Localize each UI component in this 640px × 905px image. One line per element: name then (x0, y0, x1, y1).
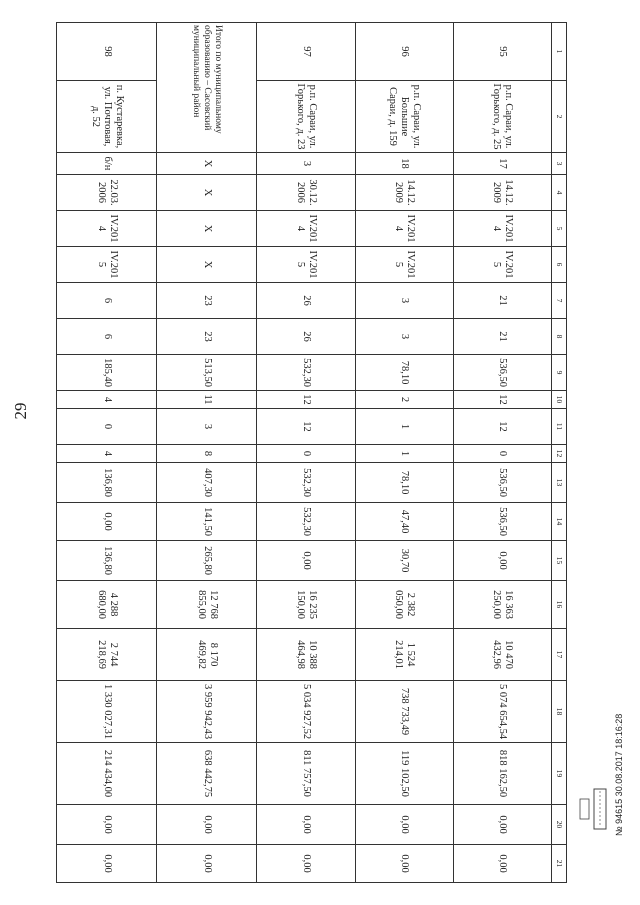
table-cell: 26 (257, 283, 355, 319)
column-index-cell: 15 (551, 541, 566, 581)
table-cell: 0 (453, 445, 551, 463)
table-row (355, 23, 453, 883)
table-cell: 214 434,00 (57, 743, 157, 805)
table-cell: IV.2015 (355, 247, 453, 283)
table-cell: 8 (157, 445, 257, 463)
table-cell: 12 768 855,00 (157, 581, 257, 629)
table-row (257, 23, 355, 883)
table-cell: 536,50 (453, 355, 551, 391)
table-cell: 1 524 214,01 (355, 629, 453, 681)
table-cell: 12 (257, 391, 355, 409)
registration-number: № 94615 30.08.2017 18:16:28 (614, 713, 624, 836)
column-index-cell: 12 (551, 445, 566, 463)
table-cell: 1 (355, 409, 453, 445)
rotated-table-area (56, 22, 567, 873)
stamp-icon (566, 787, 616, 831)
table-cell: 95 (453, 23, 551, 81)
table-cell: 10 470 432,96 (453, 629, 551, 681)
table-cell: Итого по муниципальному образованию – Сасовский муниципальный район (157, 23, 257, 153)
page-number: 29 (11, 402, 30, 420)
table-cell: 21 (453, 283, 551, 319)
table-cell: 0 (257, 445, 355, 463)
table-cell: 1 (355, 445, 453, 463)
table-cell: р.п. Сараи, ул. Большие Сараи, д. 159 (355, 81, 453, 153)
table-cell: 14.12.2009 (355, 175, 453, 211)
table-cell: 18 (355, 153, 453, 175)
column-index-cell: 18 (551, 681, 566, 743)
column-index-row (551, 23, 566, 883)
table-cell: 638 442,75 (157, 743, 257, 805)
table-cell: 10 388 464,98 (257, 629, 355, 681)
table-cell: 811 757,50 (257, 743, 355, 805)
table-cell: 97 (257, 23, 355, 81)
table-cell: 14.12.2009 (453, 175, 551, 211)
table-row (453, 23, 551, 883)
table-cell: IV.2014 (453, 211, 551, 247)
table-cell: 0,00 (57, 845, 157, 883)
column-index-cell: 5 (551, 211, 566, 247)
table-cell: 96 (355, 23, 453, 81)
table-cell: 4 (57, 391, 157, 409)
table-cell: IV.2015 (453, 247, 551, 283)
table-cell: 0,00 (57, 805, 157, 845)
table-cell: IV.2014 (355, 211, 453, 247)
table-cell: 30.12.2006 (257, 175, 355, 211)
table-cell: 6 (57, 283, 157, 319)
column-index-cell: 10 (551, 391, 566, 409)
table-cell: 3 959 942,43 (157, 681, 257, 743)
table-row (57, 23, 157, 883)
column-index-cell: 6 (551, 247, 566, 283)
column-index-cell: 1 (551, 23, 566, 81)
table-cell: 22.03.2006 (57, 175, 157, 211)
table-cell: 0,00 (157, 805, 257, 845)
table-cell: р.п. Сараи, ул. Горького, д. 23 (257, 81, 355, 153)
table-cell: 532,30 (257, 463, 355, 503)
table-cell: 26 (257, 319, 355, 355)
table-cell: 0,00 (157, 845, 257, 883)
table-cell: 738 733,49 (355, 681, 453, 743)
table-cell: 513,50 (157, 355, 257, 391)
table-cell: Х (157, 211, 257, 247)
table-cell: 78,10 (355, 355, 453, 391)
table-cell: Х (157, 175, 257, 211)
column-index-cell: 4 (551, 175, 566, 211)
table-cell: 536,50 (453, 503, 551, 541)
table-cell: 141,50 (157, 503, 257, 541)
table-cell: 3 (157, 409, 257, 445)
table-cell: 818 162,50 (453, 743, 551, 805)
table-cell: 1 330 027,31 (57, 681, 157, 743)
column-index-cell: 21 (551, 845, 566, 883)
table-cell: 136,80 (57, 463, 157, 503)
table-cell: 407,30 (157, 463, 257, 503)
table-cell: IV.2014 (257, 211, 355, 247)
table-cell: 16 235 150,00 (257, 581, 355, 629)
table-cell: 3 (355, 319, 453, 355)
table-cell: 8 170 469,82 (157, 629, 257, 681)
column-index-cell: 19 (551, 743, 566, 805)
table-cell: 136,80 (57, 541, 157, 581)
table-cell: 0,00 (453, 541, 551, 581)
column-index-cell: 9 (551, 355, 566, 391)
table-cell: 16 363 250,00 (453, 581, 551, 629)
column-index-cell: 20 (551, 805, 566, 845)
table-cell: 3 (257, 153, 355, 175)
table-cell: 0,00 (257, 805, 355, 845)
table-cell: 532,30 (257, 503, 355, 541)
table-cell: р.п. Сараи, ул. Горького, д. 25 (453, 81, 551, 153)
table-cell: 2 (355, 391, 453, 409)
table-cell: Х (157, 153, 257, 175)
table-cell: 98 (57, 23, 157, 81)
table-cell: IV.2014 (57, 211, 157, 247)
table-cell: п. Кустаревка, ул. Почтовая, д. 52 (57, 81, 157, 153)
table-cell: 0,00 (453, 845, 551, 883)
column-index-cell: 3 (551, 153, 566, 175)
table-row (157, 23, 257, 883)
table-cell: IV.2015 (57, 247, 157, 283)
table-cell: 23 (157, 319, 257, 355)
data-table (56, 22, 567, 883)
table-cell: 0,00 (57, 503, 157, 541)
column-index-cell: 8 (551, 319, 566, 355)
table-cell: 0,00 (453, 805, 551, 845)
table-cell: 21 (453, 319, 551, 355)
table-cell: 0,00 (257, 541, 355, 581)
table-cell: 4 288 680,00 (57, 581, 157, 629)
table-cell: 265,80 (157, 541, 257, 581)
table-cell: 185,40 (57, 355, 157, 391)
table-cell: 2 744 218,69 (57, 629, 157, 681)
column-index-cell: 14 (551, 503, 566, 541)
table-cell: 12 (257, 409, 355, 445)
table-cell: 0,00 (355, 845, 453, 883)
table-cell: 5 074 654,54 (453, 681, 551, 743)
column-index-cell: 17 (551, 629, 566, 681)
column-index-cell: 11 (551, 409, 566, 445)
table-cell: 0,00 (355, 805, 453, 845)
table-cell: 78,10 (355, 463, 453, 503)
table-cell: 536,50 (453, 463, 551, 503)
table-cell: б/н (57, 153, 157, 175)
table-cell: 11 (157, 391, 257, 409)
table-cell: Х (157, 247, 257, 283)
table-cell: 4 (57, 445, 157, 463)
table-cell: 30,70 (355, 541, 453, 581)
table-cell: 17 (453, 153, 551, 175)
table-cell: 6 (57, 319, 157, 355)
table-cell: 2 382 050,00 (355, 581, 453, 629)
column-index-cell: 2 (551, 81, 566, 153)
table-cell: 5 034 927,52 (257, 681, 355, 743)
table-cell: 12 (453, 409, 551, 445)
column-index-cell: 7 (551, 283, 566, 319)
registry-stamp (566, 787, 616, 831)
table-cell: 23 (157, 283, 257, 319)
column-index-cell: 16 (551, 581, 566, 629)
table-cell: 47,40 (355, 503, 453, 541)
table-cell: 0,00 (257, 845, 355, 883)
table-cell: 3 (355, 283, 453, 319)
table-cell: 12 (453, 391, 551, 409)
table-cell: IV.2015 (257, 247, 355, 283)
table-cell: 532,30 (257, 355, 355, 391)
table-cell: 0 (57, 409, 157, 445)
table-cell: 119 102,50 (355, 743, 453, 805)
column-index-cell: 13 (551, 463, 566, 503)
